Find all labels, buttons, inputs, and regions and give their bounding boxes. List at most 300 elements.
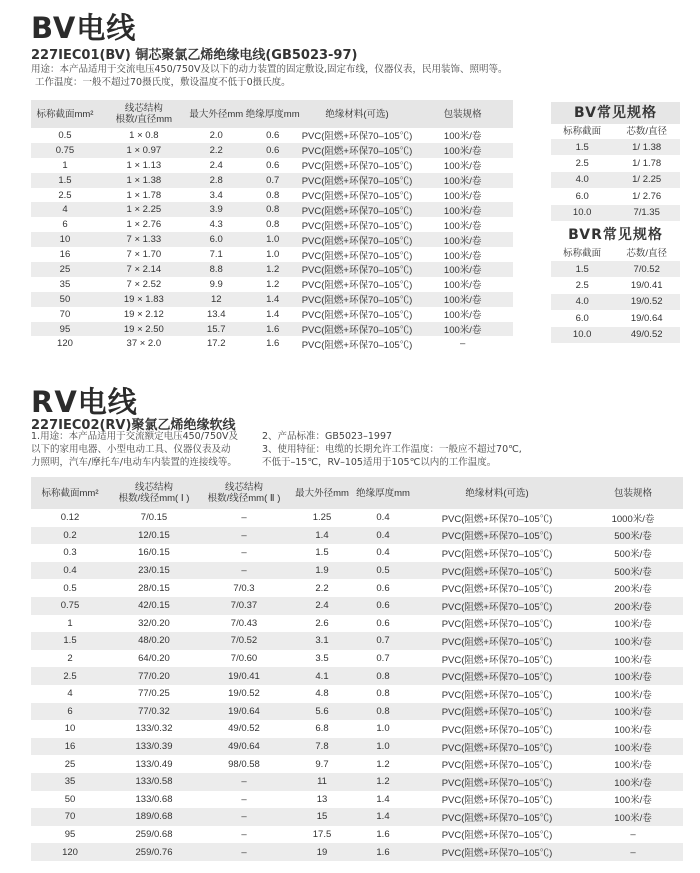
table-cell: PVC(阻燃+环保70–105℃) xyxy=(411,808,583,826)
table-cell: 133/0.39 xyxy=(109,738,199,756)
bv-subtitle: 227IEC01(BV) 铜芯聚氯乙烯绝缘电线(GB5023-97) xyxy=(31,48,358,63)
table-row xyxy=(31,128,513,143)
table-cell: 100米/卷 xyxy=(583,632,683,650)
table-cell: 50 xyxy=(31,292,99,307)
table-cell: 2.4 xyxy=(289,597,355,615)
table-row xyxy=(31,202,513,217)
table-cell: 19 xyxy=(289,843,355,861)
table-cell: 1.25 xyxy=(312,512,332,524)
table-cell: 1 × 1.38 xyxy=(99,173,189,188)
table-cell: 1 × 1.13 xyxy=(126,159,162,171)
column-header-text: 包装规格 xyxy=(613,487,652,499)
table-cell: – xyxy=(199,843,289,861)
table-cell: PVC(阻燃+环保70–105℃) xyxy=(411,843,583,861)
column-header xyxy=(31,100,99,128)
table-row xyxy=(31,292,513,307)
table-cell: PVC(阻燃+环保70–105℃) xyxy=(301,339,413,351)
table-cell: 2.5 xyxy=(31,667,109,685)
table-cell: 100米/卷 xyxy=(412,262,513,277)
table-cell: 0.5 xyxy=(355,562,411,580)
table-cell: 1 × 1.78 xyxy=(126,189,162,201)
table-cell: PVC(阻燃+环保70–105℃) xyxy=(302,292,413,307)
table-row xyxy=(31,173,513,188)
table-cell: 28/0.15 xyxy=(138,582,170,594)
table-row xyxy=(31,277,513,292)
table-cell: 7/0.3 xyxy=(233,582,255,594)
table-cell: 42/0.15 xyxy=(109,597,199,615)
table-cell: PVC(阻燃+环保70–105℃) xyxy=(411,773,583,791)
table-cell: 0.6 xyxy=(376,582,390,594)
table-cell: 12 xyxy=(189,292,244,307)
table-cell: 13.4 xyxy=(206,308,226,320)
table-cell: 2.2 xyxy=(315,582,329,594)
table-cell: 19/0.52 xyxy=(228,688,260,700)
column-header xyxy=(189,100,244,128)
table-cell: 7/0.60 xyxy=(230,653,258,665)
table-cell: 100米/卷 xyxy=(583,703,683,721)
table-cell: 120 xyxy=(31,843,109,861)
table-cell: 100米/卷 xyxy=(614,724,652,736)
table-cell: 100米/卷 xyxy=(412,232,513,247)
column-header-text: 根数/直径mm xyxy=(115,114,173,125)
table-cell: 10.0 xyxy=(551,205,613,221)
table-cell: 12/0.15 xyxy=(109,527,199,545)
table-cell: 0.6 xyxy=(244,143,302,158)
table-cell: 100米/卷 xyxy=(614,760,652,772)
table-cell: PVC(阻燃+环保70–105℃) xyxy=(301,280,413,292)
table-cell: 133/0.68 xyxy=(135,793,173,805)
column-header xyxy=(99,100,189,128)
bvr-common-title: BVR常见规格 xyxy=(568,227,663,243)
table-cell: 7/0.52 xyxy=(199,632,289,650)
table-cell: PVC(阻燃+环保70–105℃) xyxy=(411,597,583,615)
table-cell: 100米/卷 xyxy=(443,280,482,292)
table-cell: 2.8 xyxy=(189,173,244,188)
table-cell: 0.12 xyxy=(60,512,80,524)
rv-title: RV电线 xyxy=(31,385,138,419)
table-cell: 1.9 xyxy=(289,562,355,580)
table-cell: 1.0 xyxy=(376,723,390,735)
table-row xyxy=(551,277,680,293)
table-row xyxy=(31,738,683,756)
table-cell: – xyxy=(241,512,247,524)
table-cell: 100米/卷 xyxy=(443,131,482,143)
column-header xyxy=(411,477,583,509)
table-cell: 7.1 xyxy=(209,249,223,261)
bv-desc-line: 用途：本产品适用于交流电压450/750V及以下的动力装置的固定敷设,固定布线，仪器仪表，民用装饰、照明等。 xyxy=(31,64,508,75)
bv-description xyxy=(31,63,508,89)
table-cell: 35 xyxy=(31,773,109,791)
table-row xyxy=(31,667,683,685)
table-row xyxy=(31,562,683,580)
table-cell: 0.4 xyxy=(31,562,109,580)
table-cell: 100米/卷 xyxy=(412,292,513,307)
table-cell: 100米/卷 xyxy=(412,322,513,337)
table-row xyxy=(31,307,513,322)
table-cell: 19/0.52 xyxy=(613,294,680,310)
bvr-common-panel xyxy=(551,224,680,343)
column-header xyxy=(302,100,413,128)
table-row xyxy=(551,327,680,343)
table-cell: 2.5 xyxy=(575,158,589,170)
table-row xyxy=(551,139,680,155)
table-cell: 1 xyxy=(67,617,73,629)
rv-desc-line: 不低于–15℃，RV–105适用于105℃以内的工作温度。 xyxy=(262,457,497,468)
column-header-text: 最大外径mm xyxy=(295,487,349,499)
table-cell: 16 xyxy=(59,249,71,261)
column-header-text: 绝缘材料(可选) xyxy=(325,108,389,120)
column-header xyxy=(289,477,355,509)
table-row xyxy=(31,336,513,351)
table-cell: 100米/卷 xyxy=(614,689,652,701)
table-cell: 7 × 2.52 xyxy=(126,278,162,290)
table-cell: 200米/卷 xyxy=(614,584,652,596)
table-cell: 1.4 xyxy=(244,292,302,307)
table-cell: 4.3 xyxy=(209,219,223,231)
table-cell: 35 xyxy=(59,278,71,290)
table-row xyxy=(31,615,683,633)
table-cell: 25 xyxy=(31,262,99,277)
table-cell: 100米/卷 xyxy=(443,161,482,173)
table-cell: 9.9 xyxy=(209,278,223,290)
table-cell: 133/0.32 xyxy=(135,723,173,735)
table-cell: PVC(阻燃+环保70–105℃) xyxy=(411,703,583,721)
table-cell: 1/ 2.76 xyxy=(632,190,662,202)
table-row xyxy=(551,205,680,221)
table-cell: 0.6 xyxy=(266,129,280,141)
column-header-text: 芯数/直径 xyxy=(626,248,667,259)
table-cell: 1/ 1.78 xyxy=(632,158,662,170)
table-cell: – xyxy=(199,808,289,826)
table-cell: 48/0.20 xyxy=(109,632,199,650)
table-row xyxy=(31,720,683,738)
table-cell: – xyxy=(241,793,247,805)
table-cell: PVC(阻燃+环保70–105℃) xyxy=(302,262,413,277)
table-cell: 6 xyxy=(62,219,68,231)
table-cell: 1.0 xyxy=(244,232,302,247)
table-row xyxy=(31,143,513,158)
table-cell: – xyxy=(199,562,289,580)
table-cell: PVC(阻燃+环保70–105℃) xyxy=(441,689,553,701)
column-header-text: 绝缘厚度mm xyxy=(356,487,410,499)
table-cell: 23/0.15 xyxy=(109,562,199,580)
table-row xyxy=(31,188,513,203)
table-row xyxy=(31,791,683,809)
table-header-row xyxy=(31,100,513,128)
table-cell: 0.8 xyxy=(355,703,411,721)
table-cell: 7 × 1.70 xyxy=(126,249,162,261)
table-cell: 8.8 xyxy=(189,262,244,277)
column-header-text: 线芯结构 xyxy=(124,103,163,114)
table-cell: 1.5 xyxy=(551,261,613,277)
table-cell: 16/0.15 xyxy=(138,547,170,559)
table-cell: 7 × 1.33 xyxy=(99,232,189,247)
table-cell: PVC(阻燃+环保70–105℃) xyxy=(441,795,553,807)
table-cell: 0.8 xyxy=(244,202,302,217)
table-cell: 0.7 xyxy=(244,173,302,188)
table-cell: 4.0 xyxy=(551,172,613,188)
table-row xyxy=(551,188,680,204)
column-header xyxy=(551,246,613,261)
table-cell: 50 xyxy=(64,793,76,805)
table-row xyxy=(551,310,680,326)
table-row xyxy=(31,509,683,527)
column-header xyxy=(355,477,411,509)
table-cell: 0.5 xyxy=(58,129,72,141)
table-row xyxy=(31,247,513,262)
table-cell: 6.0 xyxy=(189,232,244,247)
table-cell: 15.7 xyxy=(189,322,244,337)
table-row xyxy=(31,808,683,826)
table-row xyxy=(31,232,513,247)
table-cell: 0.8 xyxy=(266,189,280,201)
table-row xyxy=(551,261,680,277)
table-cell: 100米/卷 xyxy=(443,250,482,262)
table-cell: 1.4 xyxy=(376,793,390,805)
table-cell: 49/0.52 xyxy=(228,723,260,735)
table-cell: 11 xyxy=(289,773,355,791)
rv-description-left xyxy=(31,430,238,469)
table-cell: 70 xyxy=(31,808,109,826)
table-cell: 0.6 xyxy=(376,617,390,629)
table-cell: 100米/卷 xyxy=(614,654,652,666)
table-cell: 7.8 xyxy=(289,738,355,756)
table-cell: PVC(阻燃+环保70–105℃) xyxy=(302,173,413,188)
table-cell: 25 xyxy=(64,758,76,770)
rv-desc-line: 以下的家用电器、小型电动工具、仪器仪表及动 xyxy=(31,444,231,455)
table-cell: 98/0.58 xyxy=(228,758,260,770)
table-cell: 16 xyxy=(31,738,109,756)
table-cell: 0.75 xyxy=(31,143,99,158)
column-header-text: 标称截面mm² xyxy=(41,487,99,499)
table-cell: 100米/卷 xyxy=(614,795,652,807)
table-cell: PVC(阻燃+环保70–105℃) xyxy=(441,584,553,596)
rv-desc-line: 1.用途：本产品适用于交流额定电压450/750V及 xyxy=(31,431,239,442)
table-cell: 100米/卷 xyxy=(412,202,513,217)
table-row xyxy=(31,597,683,615)
table-cell: 7/0.15 xyxy=(140,512,168,524)
rv-desc-line: 2、产品标准：GB5023–1997 xyxy=(262,431,393,442)
rv-subtitle: 227IEC02(RV)聚氯乙烯绝缘软线 xyxy=(31,418,236,433)
column-header-text: 绝缘厚度mm xyxy=(245,108,300,120)
table-cell: 0.75 xyxy=(31,597,109,615)
table-row xyxy=(31,579,683,597)
column-header xyxy=(583,477,683,509)
table-cell: PVC(阻燃+环保70–105℃) xyxy=(441,654,553,666)
table-row xyxy=(31,826,683,844)
table-cell: 1.2 xyxy=(376,758,390,770)
table-cell: 3.4 xyxy=(209,189,223,201)
table-cell: 19/0.64 xyxy=(630,312,663,324)
table-cell: 7/0.43 xyxy=(230,617,258,629)
table-cell: 6.8 xyxy=(315,723,329,735)
table-cell: 2.0 xyxy=(209,129,223,141)
table-cell: 500米/卷 xyxy=(614,548,652,560)
table-cell: 0.7 xyxy=(376,653,390,665)
rv-desc-line: 力照明，汽车/摩托车/电动车内装置的连接线等。 xyxy=(31,457,237,468)
table-cell: PVC(阻燃+环保70–105℃) xyxy=(411,738,583,756)
table-cell: PVC(阻燃+环保70–105℃) xyxy=(411,527,583,545)
table-cell: – xyxy=(241,547,247,559)
table-cell: 19/0.41 xyxy=(199,667,289,685)
table-cell: 1 × 0.8 xyxy=(129,129,159,141)
table-cell: 1.5 xyxy=(551,139,613,155)
bv-common-title: BV常见规格 xyxy=(551,102,680,124)
table-cell: PVC(阻燃+环保70–105℃) xyxy=(411,632,583,650)
table-cell: 2.2 xyxy=(189,143,244,158)
bvr-common-table xyxy=(551,246,680,343)
table-cell: 3.9 xyxy=(189,202,244,217)
table-cell: 0.7 xyxy=(355,632,411,650)
table-row xyxy=(31,703,683,721)
table-cell: 1000米/卷 xyxy=(611,513,655,525)
table-cell: PVC(阻燃+环保70–105℃) xyxy=(301,220,413,232)
table-cell: 49/0.64 xyxy=(199,738,289,756)
table-cell: 1.6 xyxy=(376,828,390,840)
table-row xyxy=(31,527,683,545)
table-cell: 15 xyxy=(289,808,355,826)
table-cell: 200米/卷 xyxy=(583,597,683,615)
table-row xyxy=(551,294,680,310)
table-cell: 77/0.32 xyxy=(109,703,199,721)
table-cell: 7/0.52 xyxy=(613,261,680,277)
table-row xyxy=(31,755,683,773)
table-cell: PVC(阻燃+环保70–105℃) xyxy=(441,619,553,631)
table-cell: 0.4 xyxy=(376,547,390,559)
table-cell: 0.5 xyxy=(63,582,77,594)
table-cell: 19 × 1.83 xyxy=(99,292,189,307)
table-cell: PVC(阻燃+环保70–105℃) xyxy=(302,232,413,247)
column-header xyxy=(551,124,613,139)
table-cell: PVC(阻燃+环保70–105℃) xyxy=(301,310,413,322)
table-cell: 95 xyxy=(64,828,76,840)
table-cell: – xyxy=(199,773,289,791)
table-cell: 1.2 xyxy=(244,262,302,277)
column-header xyxy=(199,477,289,509)
table-header-row xyxy=(31,477,683,509)
column-header xyxy=(244,100,302,128)
table-cell: 0.4 xyxy=(355,527,411,545)
table-cell: 0.8 xyxy=(266,219,280,231)
table-cell: 0.6 xyxy=(266,159,280,171)
table-cell: 17.5 xyxy=(312,828,332,840)
table-header-row xyxy=(551,124,680,139)
table-cell: 100米/卷 xyxy=(412,143,513,158)
table-row xyxy=(31,632,683,650)
table-cell: 19/0.64 xyxy=(199,703,289,721)
table-header-row xyxy=(551,246,680,261)
table-cell: 100米/卷 xyxy=(583,738,683,756)
table-cell: 259/0.68 xyxy=(135,828,173,840)
table-cell: – xyxy=(199,527,289,545)
table-cell: 1.6 xyxy=(244,322,302,337)
table-cell: 7/0.37 xyxy=(199,597,289,615)
table-cell: 1.4 xyxy=(355,808,411,826)
table-cell: 10 xyxy=(31,232,99,247)
column-header xyxy=(31,477,109,509)
table-cell: PVC(阻燃+环保70–105℃) xyxy=(441,724,553,736)
table-cell: PVC(阻燃+环保70–105℃) xyxy=(302,322,413,337)
table-cell: 19 × 2.12 xyxy=(123,308,164,320)
column-header xyxy=(412,100,513,128)
table-cell: 95 xyxy=(31,322,99,337)
column-header xyxy=(613,124,680,139)
table-cell: 10.0 xyxy=(551,327,613,343)
table-cell: 7 × 2.14 xyxy=(99,262,189,277)
table-cell: 1.4 xyxy=(266,308,280,320)
table-row xyxy=(31,217,513,232)
table-cell: 259/0.76 xyxy=(109,843,199,861)
table-cell: 19 × 2.50 xyxy=(99,322,189,337)
table-cell: 37 × 2.0 xyxy=(126,338,162,350)
table-cell: 1.2 xyxy=(266,278,280,290)
table-cell: 1.6 xyxy=(266,338,280,350)
column-header-text: 标称截面 xyxy=(563,126,602,137)
table-cell: 100米/卷 xyxy=(443,191,482,202)
table-cell: 10 xyxy=(64,723,76,735)
table-cell: PVC(阻燃+环保70–105℃) xyxy=(301,161,413,173)
table-row xyxy=(31,773,683,791)
bv-spec-table xyxy=(31,100,513,351)
column-header-text: 线芯结构 xyxy=(134,482,173,493)
column-header-text: 标称截面 xyxy=(563,248,602,259)
table-cell: PVC(阻燃+环保70–105℃) xyxy=(441,548,553,560)
table-cell: 6 xyxy=(31,703,109,721)
table-cell: 9.7 xyxy=(315,758,329,770)
table-cell: 1.5 xyxy=(31,632,109,650)
table-cell: 4.8 xyxy=(315,688,329,700)
table-cell: 500米/卷 xyxy=(583,562,683,580)
column-header-text: 根数/线径mm( Ⅰ ) xyxy=(118,493,190,504)
table-row xyxy=(31,262,513,277)
table-cell: 1.0 xyxy=(355,738,411,756)
table-cell: 4.1 xyxy=(289,667,355,685)
table-cell: 1.4 xyxy=(289,527,355,545)
table-cell: 1 × 2.25 xyxy=(99,202,189,217)
table-cell: 3.1 xyxy=(289,632,355,650)
table-row xyxy=(31,685,683,703)
bv-common-panel xyxy=(551,102,680,221)
table-cell: 133/0.58 xyxy=(109,773,199,791)
table-cell: 2.6 xyxy=(315,617,329,629)
rv-description-right xyxy=(262,430,522,469)
table-cell: PVC(阻燃+环保70–105℃) xyxy=(441,760,553,772)
table-cell: 0.8 xyxy=(376,688,390,700)
table-cell: – xyxy=(241,828,247,840)
table-row xyxy=(31,544,683,562)
table-cell: 6.0 xyxy=(575,312,589,324)
column-header-text: 绝缘材料(可选) xyxy=(465,487,529,499)
table-cell: 6.0 xyxy=(575,190,589,202)
table-cell: 1.0 xyxy=(266,249,280,261)
table-row xyxy=(551,155,680,171)
column-header-text: 根数/线径mm( Ⅱ ) xyxy=(207,493,281,504)
table-cell: 5.6 xyxy=(289,703,355,721)
table-cell: 100米/卷 xyxy=(443,220,482,232)
table-row xyxy=(31,322,513,337)
table-row xyxy=(31,843,683,861)
table-cell: 77/0.25 xyxy=(138,688,170,700)
table-cell: 1/ 1.38 xyxy=(613,139,680,155)
bv-desc-line: 工作温度：一般不超过70摄氏度，敷设温度不低于0摄氏度。 xyxy=(35,77,291,88)
table-cell: 1 × 2.76 xyxy=(126,219,162,231)
column-header-text: 线芯结构 xyxy=(224,482,263,493)
table-cell: 2 xyxy=(67,653,73,665)
table-cell: 2.5 xyxy=(58,189,72,201)
table-cell: PVC(阻燃+环保70–105℃) xyxy=(302,202,413,217)
table-row xyxy=(551,172,680,188)
table-cell: 1.2 xyxy=(355,773,411,791)
